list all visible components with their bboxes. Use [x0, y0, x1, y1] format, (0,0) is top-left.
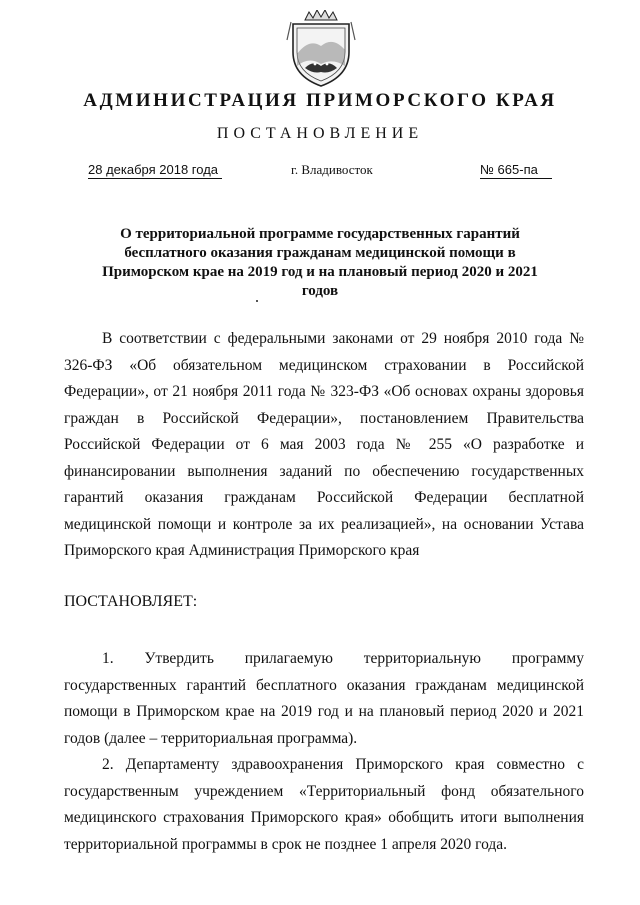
document-date: 28 декабря 2018 года — [88, 162, 222, 179]
coat-of-arms-icon — [285, 10, 357, 90]
preamble-paragraph: В соответствии с федеральными законами от 29 ноября 2010 года № 326-ФЗ «Об обязательном медицинском страховании в Российской Федерации», от 21 ноября 2011 года № 323-ФЗ «Об основах охраны здоровья граждан в Российской Федерации», постановлением Правительства Российской Федерации от 6 мая 2003 года № 255 «О разработке и финансировании выполнения заданий по обеспечению государственных гарантий оказания гражданам Российской Федерации бесплатной медицинской помощи и контроле за их реализацией», на основании Устава Приморского края Администрация Приморского края — [64, 330, 584, 559]
document-city: г. Владивосток — [291, 162, 373, 177]
stray-mark — [256, 300, 258, 302]
item-1-paragraph: 1. Утвердить прилагаемую территориальную программу государственных гарантий бесплатного оказания гражданам медицинской помощи в Приморском крае на 2019 год и на плановый период 2020 и 2021 годов (далее – территориальная программа). — [64, 650, 584, 747]
document-number: № 665-па — [480, 162, 552, 179]
item-2-paragraph: 2. Департаменту здравоохранения Приморского края совместно с государственным учреждением «Территориальный фонд обязательного медицинского страхования Приморского края» обобщить итоги выполнения территориальной программы в срок не позднее 1 апреля 2020 года. — [64, 756, 584, 853]
authority-name: АДМИНИСТРАЦИЯ ПРИМОРСКОГО КРАЯ — [83, 90, 557, 111]
document-title: О территориальной программе государственных гарантий бесплатного оказания гражданам медицинской помощи в Приморском крае на 2019 год и на плановый период 2020 и 2021 годов — [102, 226, 538, 299]
decree-heading: ПОСТАНОВЛЯЕТ: — [64, 593, 198, 610]
document-type: ПОСТАНОВЛЕНИЕ — [216, 125, 424, 142]
